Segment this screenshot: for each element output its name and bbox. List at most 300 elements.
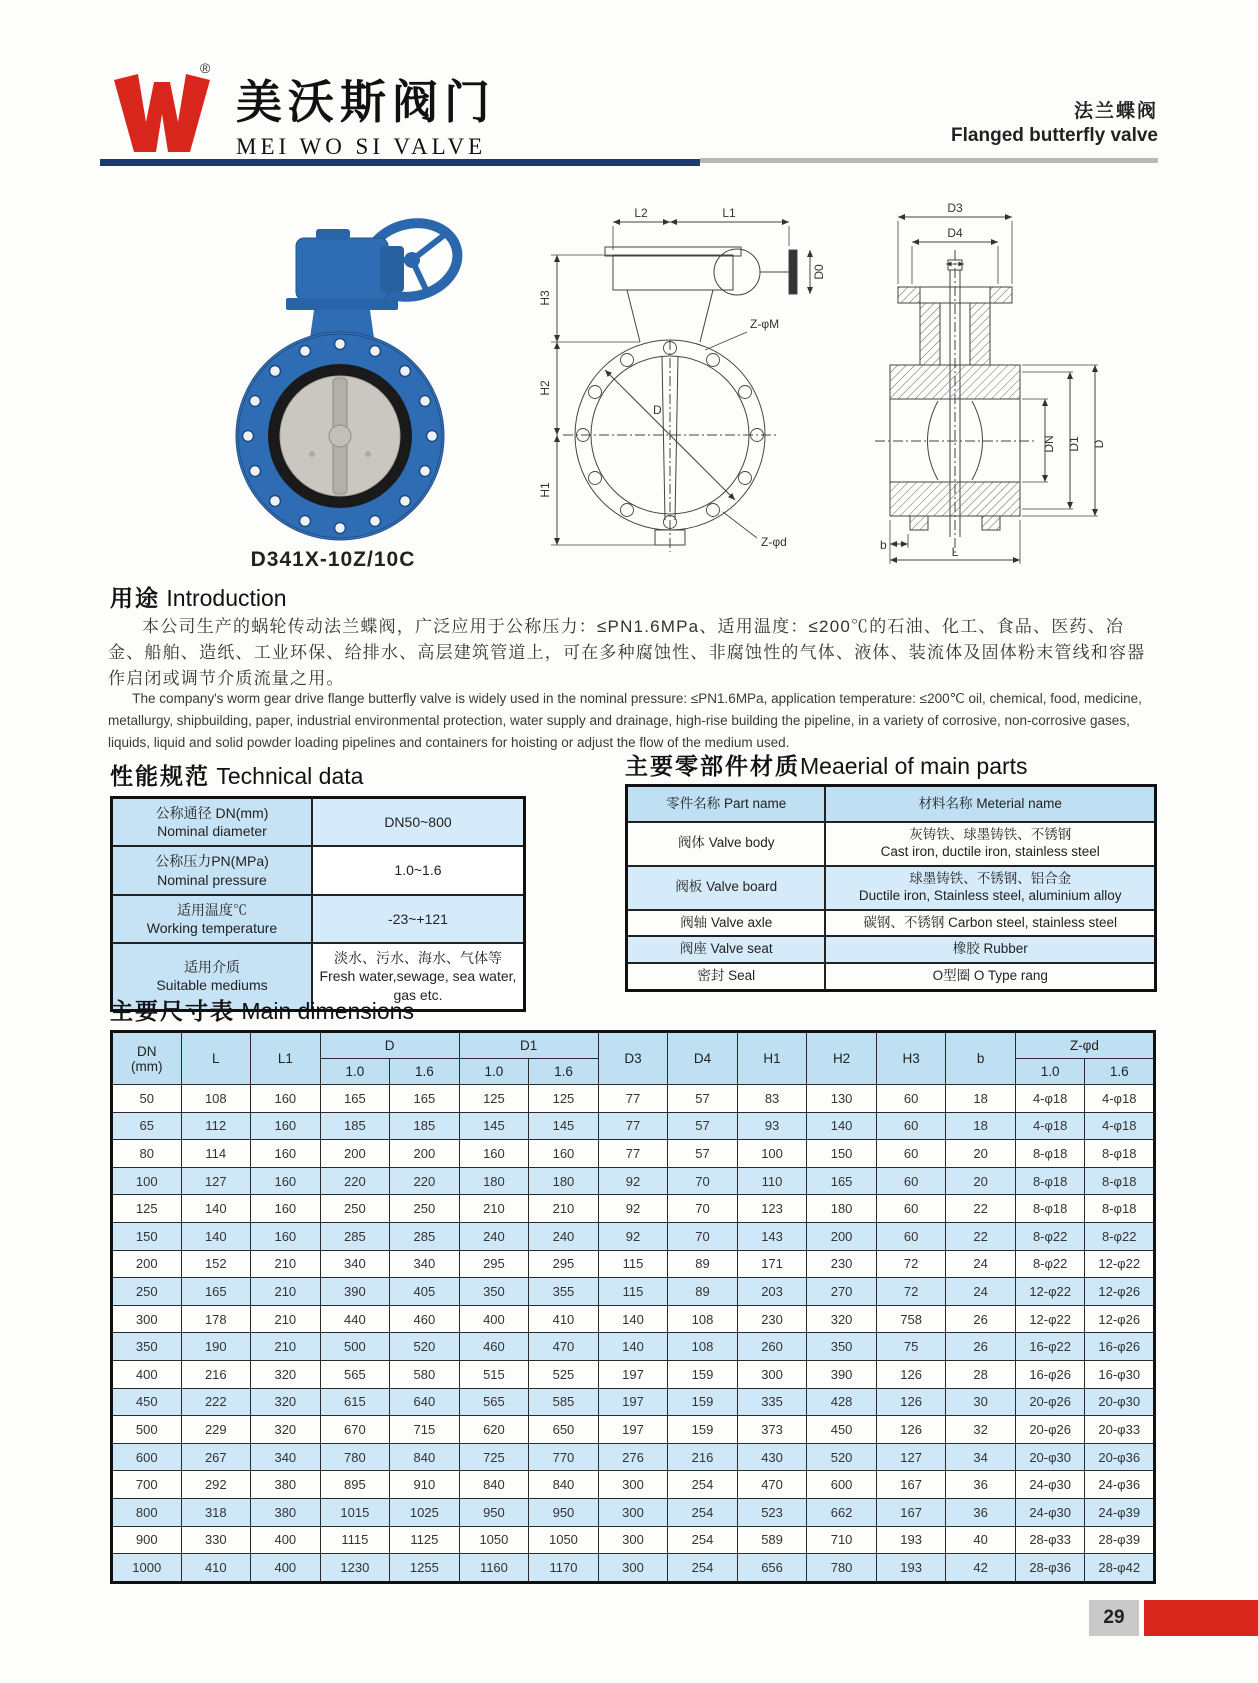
col-d-10: 1.0	[320, 1059, 390, 1085]
dimension-cell: 185	[390, 1112, 460, 1140]
dimension-cell: 520	[390, 1333, 460, 1361]
tech-value: -23~+121	[312, 895, 525, 943]
dimension-cell: 160	[251, 1167, 321, 1195]
dimension-cell: 36	[946, 1471, 1016, 1499]
intro-paragraph-en: The company's worm gear drive flange butterfly valve is widely used in the nominal pressure: ≤PN1.6MPa, application temperature: ≤200℃ oil, chemical, food, medicine, metallurgy, shipbuilding, paper, industrial environmental protection, water supply and drainage, high-rise building the pipeline, in a variety of corrosive, non-corrosive gases, liquids, liquid and solid powder loading pipelines and containers for hoisting or adjust the flow of the medium used.	[108, 691, 1142, 750]
dimension-cell: 112	[181, 1112, 251, 1140]
dimension-cell: 320	[807, 1305, 877, 1333]
dimension-cell: 114	[181, 1140, 251, 1168]
dimension-cell: 18	[946, 1112, 1016, 1140]
dimension-cell: 72	[876, 1250, 946, 1278]
dimension-cell: 60	[876, 1085, 946, 1113]
footer-red-bar	[1144, 1600, 1258, 1636]
col-l1: L1	[251, 1032, 321, 1085]
dimension-cell: 60	[876, 1112, 946, 1140]
dimension-cell: 8-φ18	[1015, 1167, 1085, 1195]
page-number: 29	[1089, 1600, 1139, 1636]
dimension-cell: 57	[668, 1112, 738, 1140]
dimension-cell: 77	[598, 1085, 668, 1113]
col-h1: H1	[737, 1032, 807, 1085]
dimension-cell: 22	[946, 1195, 1016, 1223]
dimension-cell: 340	[390, 1250, 460, 1278]
dimension-cell: 910	[390, 1471, 460, 1499]
dim-label-d0: D0	[812, 264, 826, 280]
dimension-cell: 300	[598, 1471, 668, 1499]
intro-heading-en: Introduction	[166, 585, 287, 611]
dimension-cell: 12-φ22	[1085, 1250, 1155, 1278]
dimension-cell: 150	[807, 1140, 877, 1168]
materials-heading-en: Meaerial of main parts	[800, 753, 1028, 779]
dimension-cell: 450	[112, 1388, 182, 1416]
dimension-cell: 26	[946, 1333, 1016, 1361]
dimension-cell: 30	[946, 1388, 1016, 1416]
brand-name-en: MEI WO SI VALVE	[236, 134, 487, 159]
dimension-cell: 28-φ42	[1085, 1554, 1155, 1583]
dimension-cell: 240	[459, 1222, 529, 1250]
dimension-cell: 8-φ22	[1085, 1222, 1155, 1250]
dimension-cell: 340	[320, 1250, 390, 1278]
dimension-cell: 780	[807, 1554, 877, 1583]
dimension-cell: 24-φ39	[1085, 1498, 1155, 1526]
dimension-cell: 1255	[390, 1554, 460, 1583]
dimension-cell: 160	[459, 1140, 529, 1168]
dimension-cell: 267	[181, 1443, 251, 1471]
dimension-cell: 405	[390, 1278, 460, 1306]
dimension-cell: 12-φ22	[1015, 1278, 1085, 1306]
material-part-cell: 阀板 Valve board	[627, 866, 826, 910]
dimension-cell: 24	[946, 1250, 1016, 1278]
tech-label	[112, 846, 312, 894]
dimension-cell: 840	[459, 1471, 529, 1499]
dimension-cell: 300	[598, 1554, 668, 1583]
dimension-cell: 12-φ26	[1085, 1305, 1155, 1333]
dimension-cell: 197	[598, 1416, 668, 1444]
dimension-cell: 16-φ30	[1085, 1360, 1155, 1388]
dimension-cell: 160	[251, 1140, 321, 1168]
dim-label-zm: Z-φM	[750, 317, 780, 331]
dimension-cell: 350	[112, 1333, 182, 1361]
dimension-cell: 1025	[390, 1498, 460, 1526]
model-number: D341X-10Z/10C	[250, 548, 416, 571]
brand-logo	[112, 60, 212, 158]
dimension-cell: 50	[112, 1085, 182, 1113]
dimension-cell: 515	[459, 1360, 529, 1388]
dimension-cell: 126	[876, 1416, 946, 1444]
dimension-cell: 254	[668, 1471, 738, 1499]
material-name-cell: 碳钢、不锈钢 Carbon steel, stainless steel	[825, 910, 1155, 937]
dimension-cell: 1230	[320, 1554, 390, 1583]
dimension-cell: 250	[112, 1278, 182, 1306]
dimension-cell: 270	[807, 1278, 877, 1306]
dimension-cell: 16-φ26	[1015, 1360, 1085, 1388]
dimension-cell: 16-φ26	[1085, 1333, 1155, 1361]
dimension-cell: 145	[529, 1112, 599, 1140]
dimension-cell: 710	[807, 1526, 877, 1554]
dimension-cell: 355	[529, 1278, 599, 1306]
dimension-cell: 1015	[320, 1498, 390, 1526]
dimension-cell: 200	[320, 1140, 390, 1168]
dimension-cell: 92	[598, 1195, 668, 1223]
dimension-cell: 276	[598, 1443, 668, 1471]
col-dn: DN (mm)	[112, 1032, 182, 1085]
dimension-cell: 525	[529, 1360, 599, 1388]
col-h3: H3	[876, 1032, 946, 1085]
dimension-cell: 460	[390, 1305, 460, 1333]
dimension-cell: 77	[598, 1112, 668, 1140]
table-row	[112, 895, 525, 943]
dimension-cell: 34	[946, 1443, 1016, 1471]
dimension-cell: 126	[876, 1360, 946, 1388]
dimension-cell: 160	[251, 1222, 321, 1250]
dimension-cell: 300	[598, 1498, 668, 1526]
col-d: D	[320, 1032, 459, 1059]
dimension-cell: 470	[737, 1471, 807, 1499]
header-rule-gray	[700, 158, 1158, 163]
dimension-cell: 193	[876, 1554, 946, 1583]
dimension-cell: 126	[876, 1388, 946, 1416]
dimension-cell: 8-φ18	[1015, 1195, 1085, 1223]
dimension-cell: 222	[181, 1388, 251, 1416]
dimension-cell: 220	[320, 1167, 390, 1195]
material-part-cell: 阀轴 Valve axle	[627, 910, 826, 937]
dimension-cell: 390	[320, 1278, 390, 1306]
dim-label-h2: H2	[538, 380, 552, 396]
dimension-cell: 285	[390, 1222, 460, 1250]
dimension-cell: 320	[251, 1360, 321, 1388]
dimension-cell: 20-φ26	[1015, 1388, 1085, 1416]
dimension-cell: 193	[876, 1526, 946, 1554]
dimension-cell: 8-φ22	[1015, 1250, 1085, 1278]
dim-label-zd: Z-φd	[761, 535, 787, 549]
dimension-cell: 1160	[459, 1554, 529, 1583]
dimensions-heading-en: Main dimensions	[241, 998, 414, 1024]
dimension-cell: 145	[459, 1112, 529, 1140]
dimensions-table-body	[112, 1085, 1155, 1583]
dimension-cell: 8-φ18	[1085, 1140, 1155, 1168]
dimension-cell: 24	[946, 1278, 1016, 1306]
dimension-cell: 100	[112, 1167, 182, 1195]
materials-table	[625, 784, 1157, 992]
dimension-cell: 240	[529, 1222, 599, 1250]
material-part-cell: 阀座 Valve seat	[627, 936, 826, 963]
dimension-cell: 160	[251, 1195, 321, 1223]
dimension-cell: 250	[390, 1195, 460, 1223]
dimension-row	[112, 1278, 1155, 1306]
dimension-cell: 108	[181, 1085, 251, 1113]
dimension-cell: 140	[807, 1112, 877, 1140]
dimension-cell: 165	[320, 1085, 390, 1113]
dimension-cell: 840	[390, 1443, 460, 1471]
dimension-cell: 159	[668, 1416, 738, 1444]
brand-block	[236, 66, 496, 160]
materials-heading	[625, 748, 1028, 781]
dimension-cell: 400	[112, 1360, 182, 1388]
dimension-cell: 410	[181, 1554, 251, 1583]
dim-label-d4: D4	[947, 226, 963, 240]
dimension-row	[112, 1471, 1155, 1499]
dimension-cell: 12-φ22	[1015, 1305, 1085, 1333]
dim-label-b: b	[880, 538, 887, 552]
dimension-cell: 320	[251, 1388, 321, 1416]
col-d-16: 1.6	[390, 1059, 460, 1085]
dimension-cell: 190	[181, 1333, 251, 1361]
dimension-row	[112, 1305, 1155, 1333]
dim-label-dn: DN	[1042, 435, 1056, 453]
dimension-cell: 32	[946, 1416, 1016, 1444]
dimension-cell: 115	[598, 1278, 668, 1306]
tech-label-zh: 适用温度℃	[176, 901, 247, 918]
dimension-cell: 108	[668, 1305, 738, 1333]
dimension-cell: 620	[459, 1416, 529, 1444]
table-row	[112, 846, 525, 894]
tech-label	[112, 895, 312, 943]
dimension-cell: 4-φ18	[1085, 1085, 1155, 1113]
dimension-cell: 178	[181, 1305, 251, 1333]
dim-label-d: D	[1092, 439, 1106, 449]
intro-paragraph-zh: 本公司生产的蜗轮传动法兰蝶阀，广泛应用于公称压力：≤PN1.6MPa、适用温度：≤200℃的石油、化工、食品、医药、冶金、船舶、造纸、工业环保、给排水、高层建筑管道上，可在多种腐蚀性、非腐蚀性的气体、液体、装流体及固体粉末管线和容器作启闭或调节介质流量之用。	[108, 617, 1146, 688]
dimension-cell: 520	[807, 1443, 877, 1471]
tech-value: 1.0~1.6	[312, 846, 525, 894]
dimension-cell: 20-φ36	[1085, 1443, 1155, 1471]
dimension-cell: 210	[251, 1305, 321, 1333]
dimension-cell: 20	[946, 1167, 1016, 1195]
section-view-drawing-icon	[850, 192, 1150, 570]
dimension-cell: 254	[668, 1554, 738, 1583]
dimension-cell: 220	[390, 1167, 460, 1195]
dim-label-h1: H1	[538, 482, 552, 498]
dimension-cell: 895	[320, 1471, 390, 1499]
material-name-cell: 灰铸铁、球墨铸铁、不锈钢 Cast iron, ductile iron, stainless steel	[825, 822, 1155, 866]
dimension-cell: 320	[251, 1416, 321, 1444]
section-view-drawing	[850, 192, 1150, 575]
dim-label-l2: L2	[634, 206, 648, 220]
dimension-cell: 210	[251, 1250, 321, 1278]
dimension-cell: 216	[668, 1443, 738, 1471]
dimension-cell: 92	[598, 1167, 668, 1195]
dimension-cell: 20-φ33	[1085, 1416, 1155, 1444]
dimension-row	[112, 1416, 1155, 1444]
dimension-cell: 165	[807, 1167, 877, 1195]
dimension-cell: 210	[251, 1333, 321, 1361]
dimension-row	[112, 1333, 1155, 1361]
dimension-cell: 700	[112, 1471, 182, 1499]
dimension-cell: 565	[459, 1388, 529, 1416]
dimension-row	[112, 1526, 1155, 1554]
dimension-row	[112, 1498, 1155, 1526]
materials-col-material: 材料名称 Meterial name	[825, 786, 1155, 823]
dimension-cell: 180	[459, 1167, 529, 1195]
dimension-cell: 28-φ33	[1015, 1526, 1085, 1554]
dimension-row	[112, 1554, 1155, 1583]
dimension-cell: 24-φ30	[1015, 1498, 1085, 1526]
dimension-cell: 70	[668, 1195, 738, 1223]
dimension-cell: 125	[529, 1085, 599, 1113]
dimension-cell: 60	[876, 1167, 946, 1195]
dimension-cell: 640	[390, 1388, 460, 1416]
dimension-cell: 335	[737, 1388, 807, 1416]
dimension-cell: 150	[112, 1222, 182, 1250]
dimension-cell: 373	[737, 1416, 807, 1444]
front-view-drawing	[505, 190, 835, 573]
tech-label	[112, 798, 312, 847]
dimension-cell: 650	[529, 1416, 599, 1444]
dimension-cell: 125	[112, 1195, 182, 1223]
intro-heading	[110, 580, 287, 613]
dimension-cell: 28	[946, 1360, 1016, 1388]
dimension-cell: 770	[529, 1443, 599, 1471]
tech-label-en: Suitable mediums	[156, 977, 268, 994]
dimension-cell: 140	[598, 1305, 668, 1333]
dimension-row	[112, 1250, 1155, 1278]
dimension-cell: 130	[807, 1085, 877, 1113]
dimension-cell: 254	[668, 1498, 738, 1526]
dimension-cell: 615	[320, 1388, 390, 1416]
dimension-row	[112, 1195, 1155, 1223]
dimension-cell: 300	[598, 1526, 668, 1554]
col-z: Z-φd	[1015, 1032, 1154, 1059]
dimension-cell: 143	[737, 1222, 807, 1250]
dimension-cell: 500	[320, 1333, 390, 1361]
dimension-cell: 229	[181, 1416, 251, 1444]
dimension-cell: 1050	[529, 1526, 599, 1554]
dim-label-d1: D1	[1067, 436, 1081, 452]
dimension-cell: 295	[459, 1250, 529, 1278]
dimension-cell: 1125	[390, 1526, 460, 1554]
dimension-cell: 400	[459, 1305, 529, 1333]
table-row	[627, 936, 1156, 963]
dimension-cell: 780	[320, 1443, 390, 1471]
materials-table-body	[627, 822, 1156, 991]
dimension-row	[112, 1388, 1155, 1416]
dimension-cell: 8-φ18	[1085, 1195, 1155, 1223]
dimension-row	[112, 1112, 1155, 1140]
dimension-row	[112, 1443, 1155, 1471]
dimension-cell: 18	[946, 1085, 1016, 1113]
dimension-row	[112, 1222, 1155, 1250]
dimension-cell: 60	[876, 1195, 946, 1223]
dimension-cell: 4-φ18	[1015, 1112, 1085, 1140]
dimension-cell: 440	[320, 1305, 390, 1333]
dimension-cell: 656	[737, 1554, 807, 1583]
dimension-cell: 565	[320, 1360, 390, 1388]
dimension-cell: 950	[529, 1498, 599, 1526]
dimension-cell: 589	[737, 1526, 807, 1554]
col-d3: D3	[598, 1032, 668, 1085]
dimension-cell: 340	[251, 1443, 321, 1471]
dimension-row	[112, 1140, 1155, 1168]
dimensions-heading-zh: 主要尺寸表	[110, 998, 235, 1024]
dimension-cell: 65	[112, 1112, 182, 1140]
tech-label-en: Nominal diameter	[157, 823, 267, 840]
technical-heading-zh: 性能规范	[110, 763, 210, 789]
dimension-cell: 430	[737, 1443, 807, 1471]
registered-mark: ®	[200, 60, 211, 76]
dimension-cell: 4-φ18	[1085, 1112, 1155, 1140]
header-rule-navy	[100, 159, 700, 166]
dimension-cell: 171	[737, 1250, 807, 1278]
dimension-cell: 200	[390, 1140, 460, 1168]
dimension-cell: 8-φ18	[1085, 1167, 1155, 1195]
dimension-cell: 216	[181, 1360, 251, 1388]
col-h2: H2	[807, 1032, 877, 1085]
dimension-cell: 400	[251, 1554, 321, 1583]
dimensions-table	[110, 1030, 1156, 1584]
col-d1-16: 1.6	[529, 1059, 599, 1085]
dimension-cell: 92	[598, 1222, 668, 1250]
tech-value: DN50~800	[312, 798, 525, 847]
dimension-cell: 230	[807, 1250, 877, 1278]
dimension-cell: 159	[668, 1388, 738, 1416]
brand-name-zh: 美沃斯阀门	[236, 77, 496, 128]
dimension-cell: 20-φ26	[1015, 1416, 1085, 1444]
dimension-cell: 285	[320, 1222, 390, 1250]
dimension-cell: 210	[251, 1278, 321, 1306]
dimension-cell: 80	[112, 1140, 182, 1168]
table-row	[627, 822, 1156, 866]
dimension-cell: 89	[668, 1278, 738, 1306]
dimension-cell: 160	[529, 1140, 599, 1168]
technical-heading-en: Technical data	[216, 763, 364, 789]
dimension-cell: 197	[598, 1360, 668, 1388]
dimension-cell: 77	[598, 1140, 668, 1168]
dimension-cell: 1000	[112, 1554, 182, 1583]
dimension-cell: 254	[668, 1526, 738, 1554]
dimension-cell: 24-φ30	[1015, 1471, 1085, 1499]
dimension-cell: 410	[529, 1305, 599, 1333]
dimension-cell: 40	[946, 1526, 1016, 1554]
col-l: L	[181, 1032, 251, 1085]
table-header-row	[627, 786, 1156, 823]
tech-label-en: Working temperature	[146, 919, 278, 936]
materials-heading-zh: 主要零部件材质	[625, 753, 800, 779]
col-z-10: 1.0	[1015, 1059, 1085, 1085]
dimension-cell: 350	[807, 1333, 877, 1361]
dimension-cell: 390	[807, 1360, 877, 1388]
dimension-cell: 460	[459, 1333, 529, 1361]
dimension-cell: 400	[251, 1526, 321, 1554]
product-photo	[168, 196, 498, 546]
tech-value-en: Fresh water,sewage, sea water, gas etc.	[319, 968, 517, 1003]
page-title-en: Flanged butterfly valve	[951, 124, 1158, 146]
dimension-cell: 180	[807, 1195, 877, 1223]
technical-data-table	[110, 796, 526, 1012]
dimension-cell: 125	[459, 1085, 529, 1113]
dim-label-h3: H3	[538, 290, 552, 306]
material-name-cell: 球墨铸铁、不锈钢、铝合金 Ductile iron, Stainless steel, aluminium alloy	[825, 866, 1155, 910]
dimension-cell: 380	[251, 1498, 321, 1526]
tech-value-zh: 淡水、污水、海水、气体等	[333, 950, 502, 967]
table-row	[627, 910, 1156, 937]
dimension-cell: 4-φ18	[1015, 1085, 1085, 1113]
dimension-cell: 800	[112, 1498, 182, 1526]
dimension-cell: 8-φ22	[1015, 1222, 1085, 1250]
col-d1-10: 1.0	[459, 1059, 529, 1085]
dimension-cell: 185	[320, 1112, 390, 1140]
dimension-cell: 210	[459, 1195, 529, 1223]
dimension-cell: 60	[876, 1140, 946, 1168]
tech-label-zh: 公称通径 DN(mm)	[155, 805, 269, 821]
dimension-cell: 725	[459, 1443, 529, 1471]
dimension-cell: 160	[251, 1085, 321, 1113]
dimensions-heading	[110, 993, 414, 1026]
dimension-cell: 840	[529, 1471, 599, 1499]
dimension-row	[112, 1167, 1155, 1195]
dimension-cell: 318	[181, 1498, 251, 1526]
dimension-cell: 200	[112, 1250, 182, 1278]
dimension-row	[112, 1085, 1155, 1113]
dimension-cell: 260	[737, 1333, 807, 1361]
dimension-cell: 26	[946, 1305, 1016, 1333]
